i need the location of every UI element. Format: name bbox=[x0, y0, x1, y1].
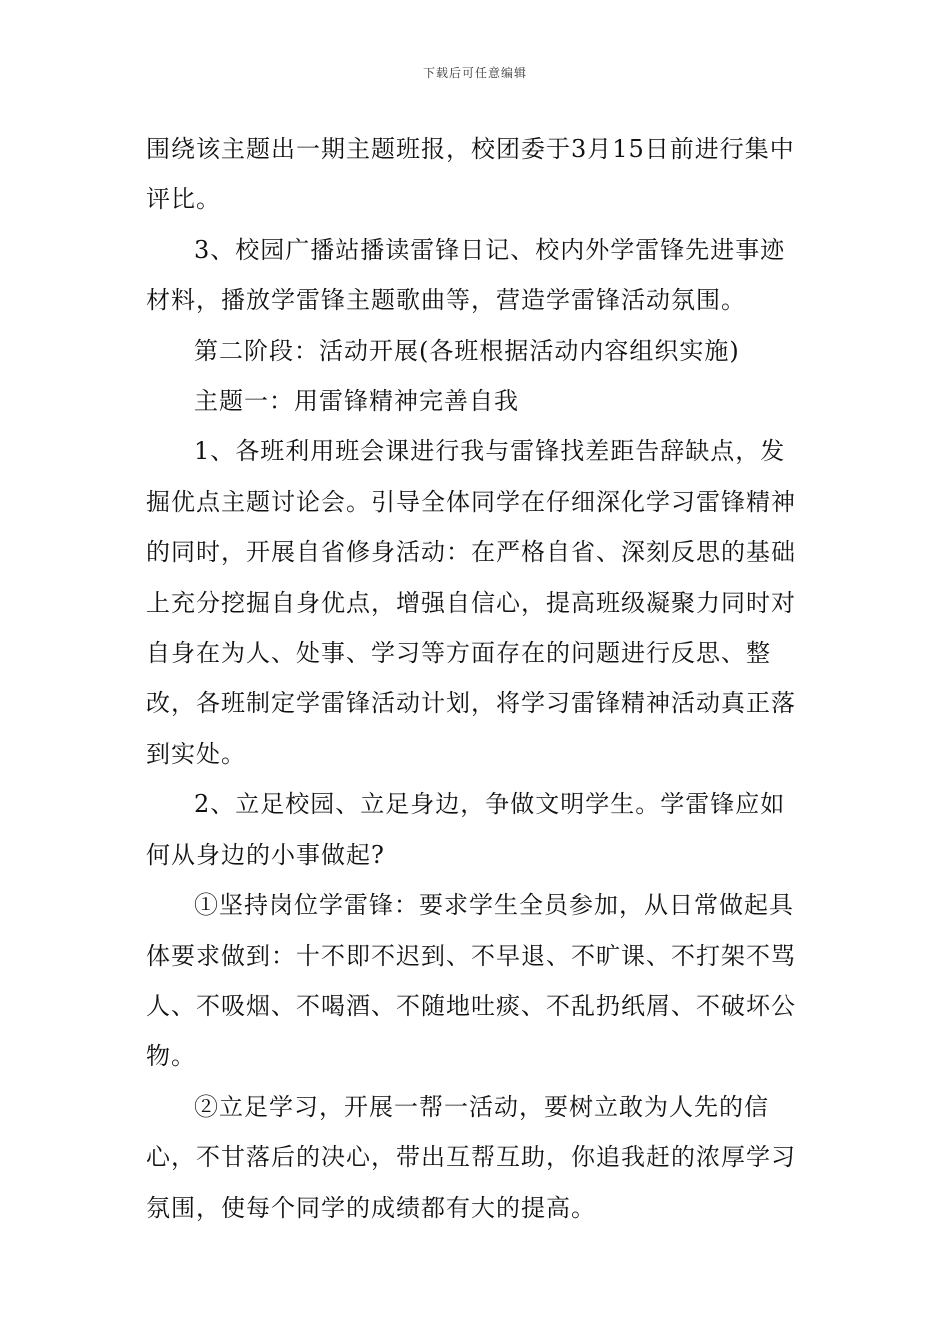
paragraph-8: ②立足学习，开展一帮一活动，要树立敢为人先的信心，不甘落后的决心，带出互帮互助，你追我赶的浓厚学习氛围，使每个同学的成绩都有大的提高。 bbox=[146, 1092, 796, 1222]
paragraph-4: 主题一：用雷锋精神完善自我 bbox=[194, 387, 519, 416]
paragraph-6: 2、立足校园、立足身边，争做文明学生。学雷锋应如何从身边的小事做起? bbox=[146, 790, 786, 869]
paragraph-7: ①坚持岗位学雷锋：要求学生全员参加，从日常做起具体要求做到：十不即不迟到、不早退、不旷课、不打架不骂人、不吸烟、不喝酒、不随地吐痰、不乱扔纸屑、不破坏公物。 bbox=[146, 891, 796, 1071]
document-body bbox=[146, 124, 808, 1233]
paragraph-5: 1、各班利用班会课进行我与雷锋找差距告辞缺点，发掘优点主题讨论会。引导全体同学在仔细深化学习雷锋精神的同时，开展自省修身活动：在严格自省、深刻反思的基础上充分挖掘自身优点，增强自信心，提高班级凝聚力同时对自身在为人、处事、学习等方面存在的问题进行反思、整改，各班制定学雷锋活动计划，将学习雷锋精神活动真正落到实处。 bbox=[146, 437, 796, 768]
page-header-note: 下载后可任意编辑 bbox=[422, 66, 527, 80]
paragraph-3: 第二阶段：活动开展(各班根据活动内容组织实施) bbox=[194, 336, 740, 365]
paragraph-1: 围绕该主题出一期主题班报，校团委于3月15日前进行集中评比。 bbox=[146, 135, 795, 214]
paragraph-2: 3、校园广播站播读雷锋日记、校内外学雷锋先进事迹材料，播放学雷锋主题歌曲等，营造学雷锋活动氛围。 bbox=[146, 235, 786, 315]
